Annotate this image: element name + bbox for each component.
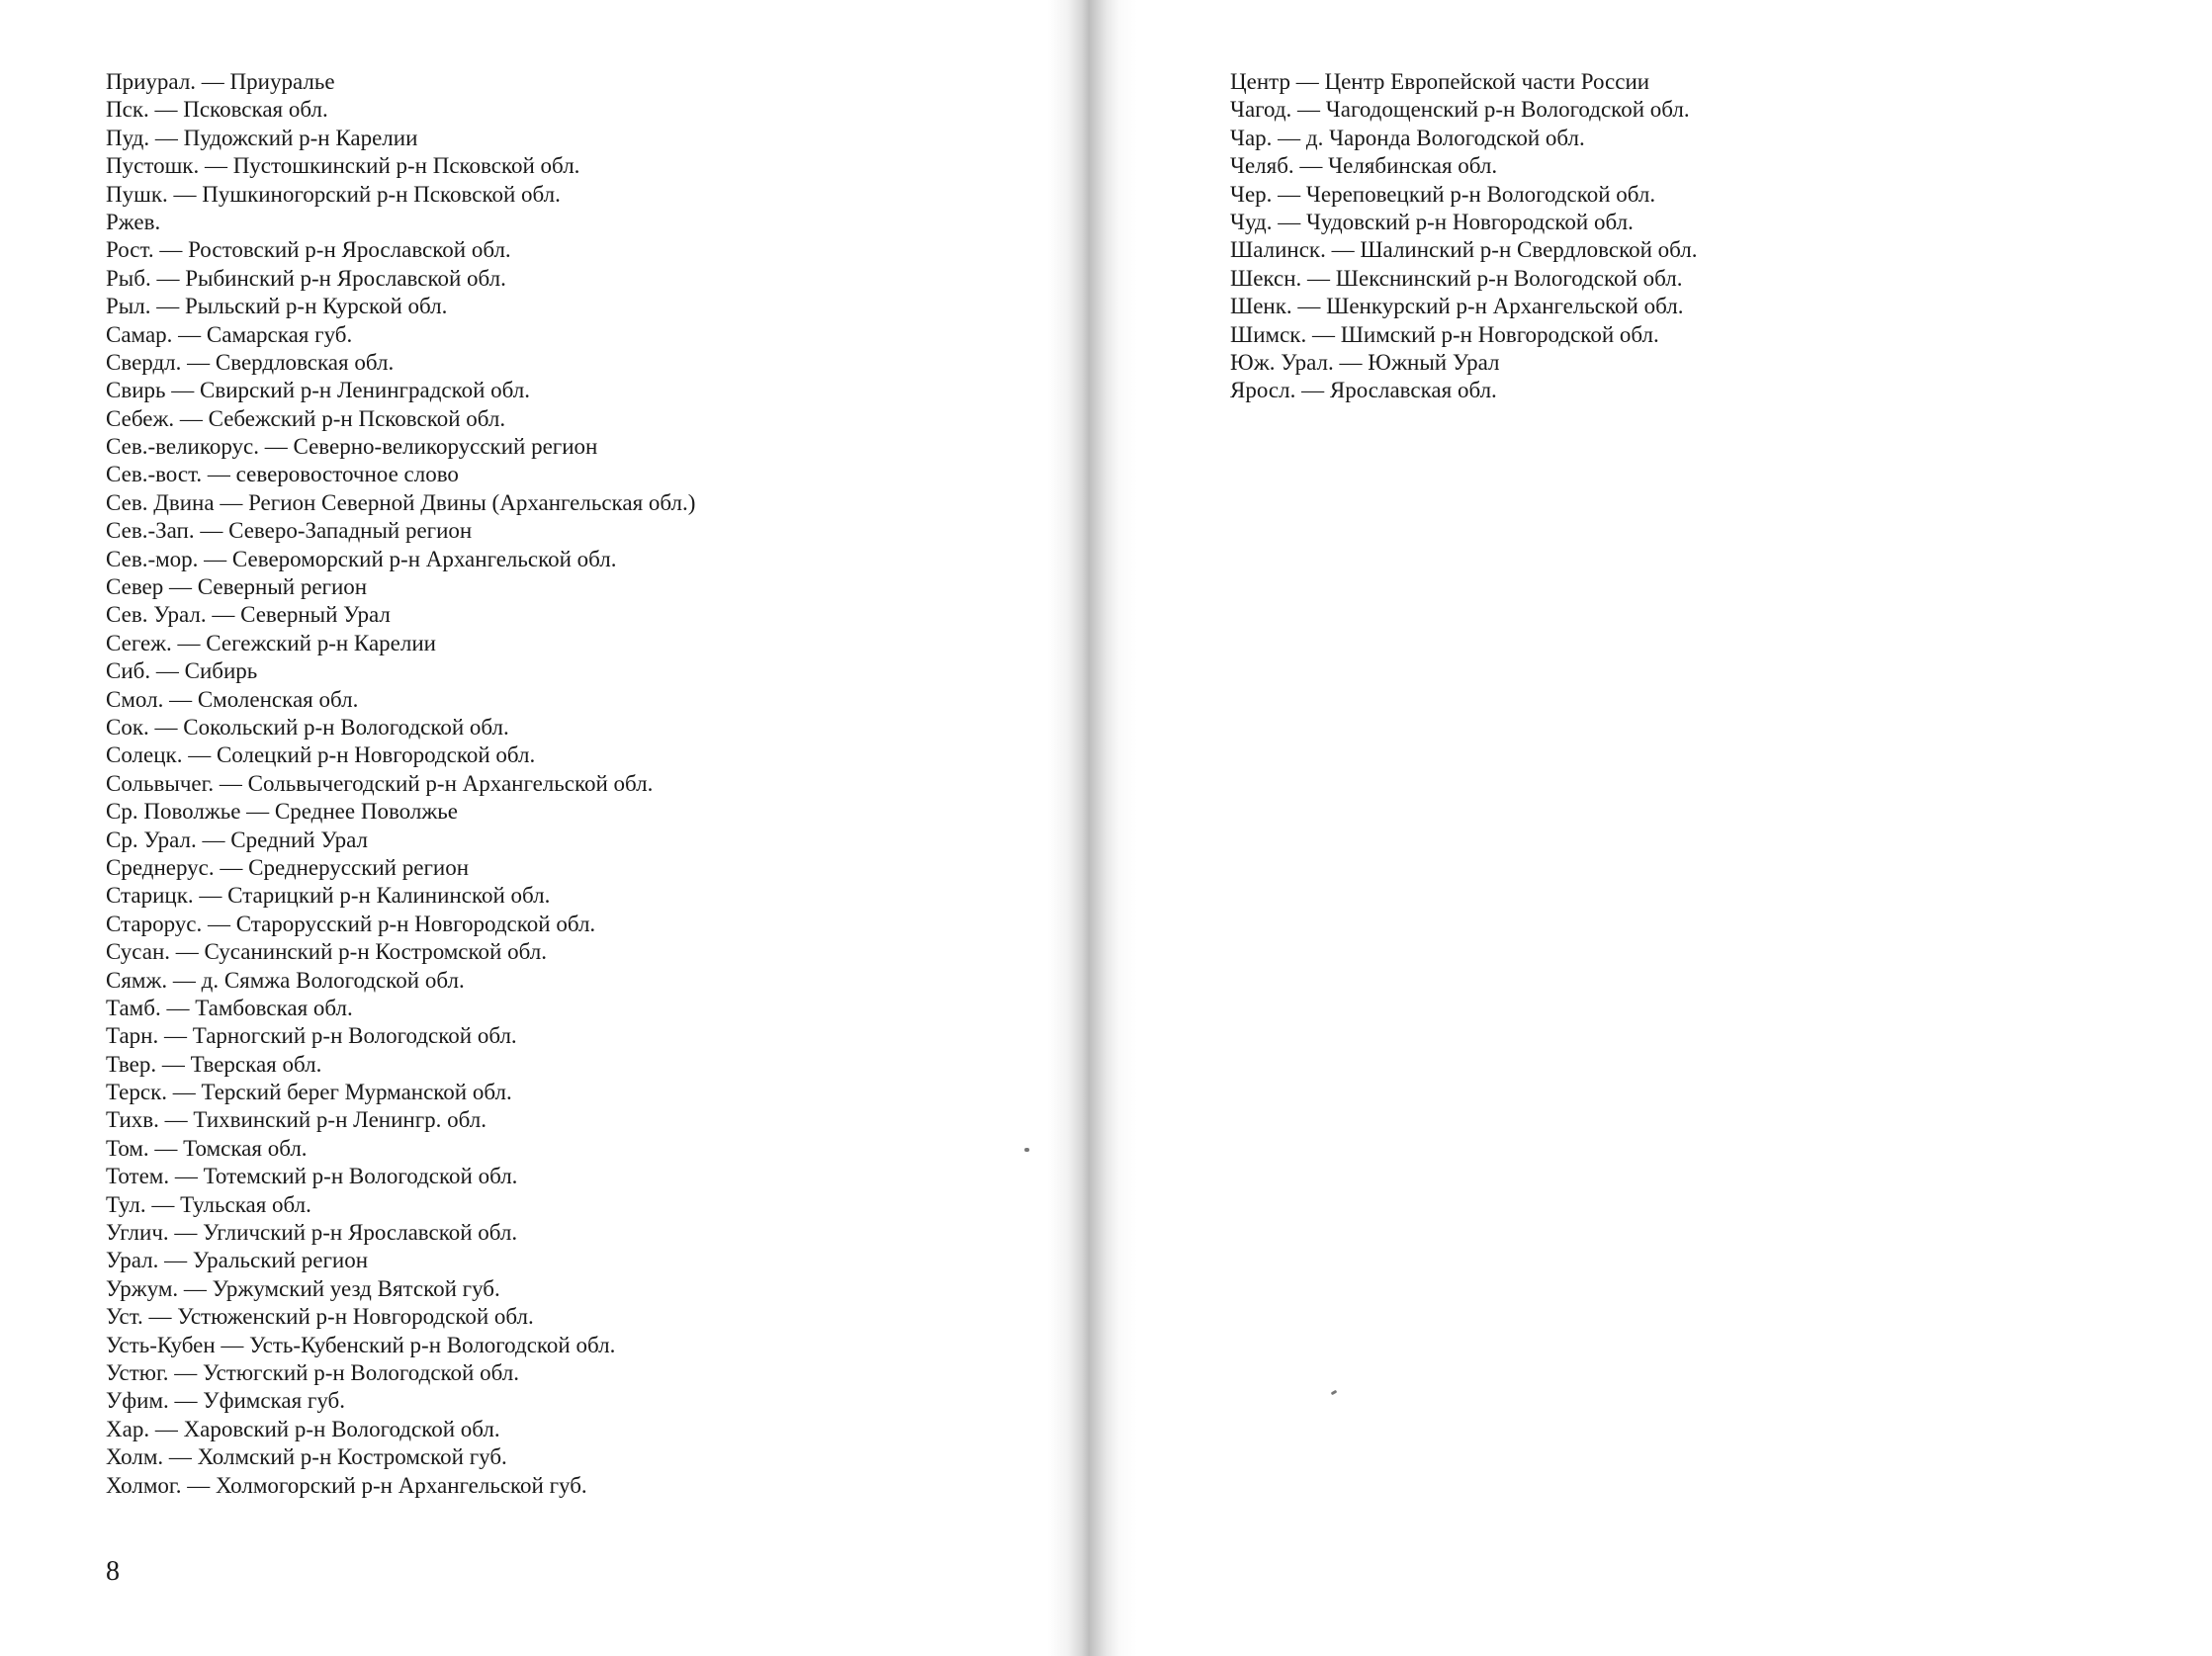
abbreviation-entry: Пустошк. — Пустошкинский р-н Псковской обл. [106,153,580,179]
abbreviation-entry: Тамб. — Тамбовская обл. [106,995,353,1020]
abbreviation-entry: Сиб. — Сибирь [106,658,258,684]
abbreviation-entry: Шексн. — Шекснинский р-н Вологодской обл. [1230,265,1683,291]
abbreviation-entry: Сегеж. — Сегежский р-н Карелии [106,630,436,655]
abbreviation-entry: Сев.-Зап. — Северо-Западный регион [106,518,473,544]
abbreviation-entry: Тихв. — Тихвинский р-н Ленингр. обл. [106,1107,487,1133]
abbreviation-entry: Сев. Двина — Регион Северной Двины (Архангельская обл.) [106,489,696,515]
abbreviation-entry: Твер. — Тверская обл. [106,1051,322,1077]
abbreviation-entry: Шалинск. — Шалинский р-н Свердловской обл. [1230,237,1698,263]
abbreviation-entry: Пуд. — Пудожский р-н Карелии [106,125,418,150]
abbreviation-entry: Себеж. — Себежский р-н Псковской обл. [106,405,506,431]
abbreviation-entry: Тарн. — Тарногский р-н Вологодской обл. [106,1023,517,1049]
abbreviation-entry: Сусан. — Сусанинский р-н Костромской обл. [106,939,547,965]
abbreviation-entry: Сев. Урал. — Северный Урал [106,602,391,628]
abbreviation-entry: Терск. — Терский берег Мурманской обл. [106,1080,512,1105]
abbreviation-entry: Смол. — Смоленская обл. [106,686,359,712]
abbreviation-entry: Устюг. — Устюгский р-н Вологодской обл. [106,1359,519,1385]
abbreviation-entry: Старорус. — Старорусский р-н Новгородской обл. [106,911,596,936]
abbreviation-entry: Пушк. — Пушкиногорский р-н Псковской обл. [106,181,561,207]
abbreviation-entry: Ржев. [106,209,161,234]
abbreviation-entry: Среднерус. — Среднерусский регион [106,854,470,880]
abbreviation-entry: Чар. — д. Чаронда Вологодской обл. [1230,125,1585,150]
abbreviation-entry: Рыл. — Рыльский р-н Курской обл. [106,294,448,319]
abbreviation-entry: Усть-Кубен — Усть-Кубенский р-н Вологодской обл. [106,1332,616,1357]
abbreviation-entry: Приурал. — Приуралье [106,69,335,94]
abbreviation-entry: Ср. Поволжье — Среднее Поволжье [106,799,458,825]
abbreviation-entry: Уржум. — Уржумский уезд Вятской губ. [106,1275,500,1301]
abbreviation-entry: Сок. — Сокольский р-н Вологодской обл. [106,714,509,740]
abbreviation-entry: Холмог. — Холмогорский р-н Архангельской губ. [106,1472,587,1498]
abbreviation-entry: Шенк. — Шенкурский р-н Архангельской обл. [1230,294,1684,319]
abbreviation-entry: Уст. — Устюженский р-н Новгородской обл. [106,1304,534,1330]
abbreviation-entry: Чер. — Череповецкий р-н Вологодской обл. [1230,181,1656,207]
abbreviation-entry: Шимск. — Шимский р-н Новгородской обл. [1230,321,1659,347]
abbreviation-entry: Челяб. — Челябинская обл. [1230,153,1498,179]
abbreviation-entry: Пск. — Псковская обл. [106,97,328,123]
abbreviation-entry: Сольвычег. — Сольвычегодский р-н Архангельской обл. [106,770,654,796]
abbreviation-entry: Уфим. — Уфимская губ. [106,1388,346,1414]
abbreviation-entry: Север — Северный регион [106,574,368,600]
page-number: 8 [106,1556,120,1587]
abbreviation-entry: Чуд. — Чудовский р-н Новгородской обл. [1230,209,1634,234]
abbreviation-entry: Юж. Урал. — Южный Урал [1230,349,1500,375]
scan-speck [1024,1148,1029,1152]
abbreviation-entry: Сямж. — д. Сямжа Вологодской обл. [106,967,465,993]
abbreviation-entry: Сев.-вост. — северовосточное слово [106,462,459,487]
abbreviation-entry: Сев.-великорус. — Северно-великорусский регион [106,434,598,460]
left-page [0,0,1078,1656]
abbreviation-entry: Сев.-мор. — Североморский р-н Архангельской обл. [106,546,617,571]
abbreviation-entry: Центр — Центр Европейской части России [1230,69,1650,94]
abbreviation-entry: Старицк. — Старицкий р-н Калининской обл. [106,883,551,909]
abbreviation-entry: Рост. — Ростовский р-н Ярославской обл. [106,237,511,263]
abbreviation-entry: Чагод. — Чагодощенский р-н Вологодской обл. [1230,97,1690,123]
abbreviation-entry: Ср. Урал. — Средний Урал [106,827,369,852]
abbreviation-entry: Урал. — Уральский регион [106,1248,369,1273]
abbreviation-entry: Яросл. — Ярославская обл. [1230,378,1497,403]
abbreviation-list-left [106,68,695,1500]
right-page [1107,0,2212,1656]
abbreviation-entry: Углич. — Угличский р-н Ярославской обл. [106,1220,518,1246]
abbreviation-entry: Тул. — Тульская обл. [106,1191,311,1217]
abbreviation-entry: Том. — Томская обл. [106,1135,308,1161]
abbreviation-entry: Рыб. — Рыбинский р-н Ярославской обл. [106,265,506,291]
abbreviation-entry: Тотем. — Тотемский р-н Вологодской обл. [106,1164,518,1189]
abbreviation-entry: Солецк. — Солецкий р-н Новгородской обл. [106,742,536,768]
abbreviation-entry: Хар. — Харовский р-н Вологодской обл. [106,1416,500,1441]
abbreviation-entry: Холм. — Холмский р-н Костромской губ. [106,1444,507,1470]
abbreviation-list-right [1230,68,1698,405]
abbreviation-entry: Самар. — Самарская губ. [106,321,353,347]
abbreviation-entry: Свирь — Свирский р-н Ленинградской обл. [106,378,531,403]
abbreviation-entry: Свердл. — Свердловская обл. [106,349,395,375]
